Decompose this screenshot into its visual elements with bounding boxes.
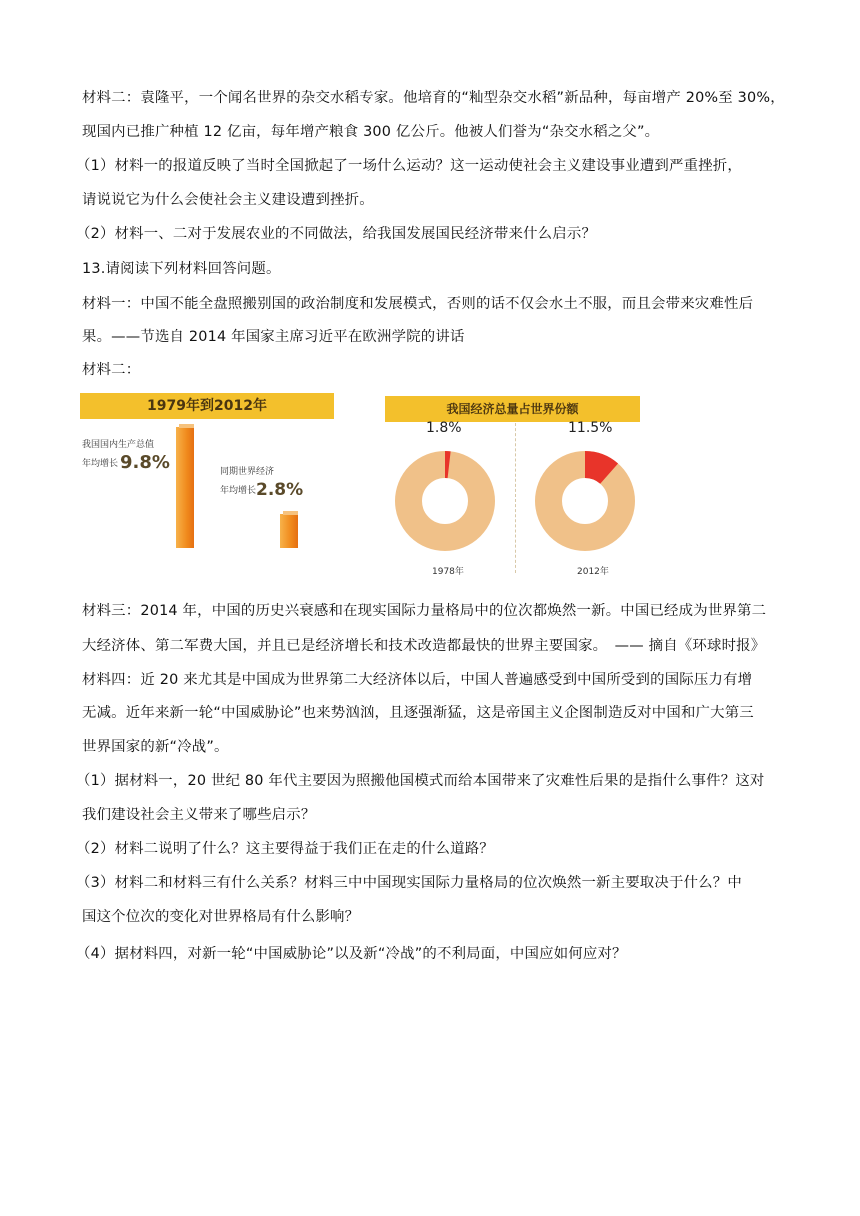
text-line: 大经济体、第二军费大国，并且已是经济增长和技术改造都最快的世界主要国家。 —— 摘自《环球时报》: [82, 638, 766, 654]
text-line: 世界国家的新“冷战”。: [82, 739, 229, 755]
bar-label-line2: 年均增长: [82, 459, 119, 469]
text-line: 材料三：2014 年，中国的历史兴衰感和在现实国际力量格局中的位次都焕然一新。中国已经成为世界第二: [82, 603, 767, 619]
bar-label-line1: 同期世界经济: [220, 467, 275, 477]
text-line: 国这个位次的变化对世界格局有什么影响？: [82, 909, 360, 925]
chart-title: 1979年到2012年: [147, 398, 267, 414]
chart-title: 我国经济总量占世界份额: [446, 402, 579, 416]
question-heading: 13.请阅读下列材料回答问题。: [82, 261, 281, 277]
text-line: 果。——节选自 2014 年国家主席习近平在欧洲学院的讲话: [82, 329, 465, 345]
text-line: 无减。近年来新一轮“中国威胁论”也来势汹汹，且逐强渐猛，这是帝国主义企图制造反对中国和广大第三: [82, 705, 754, 721]
text-line: 材料二：袁隆平，一个闻名世界的杂交水稻专家。他培育的“籼型杂交水稻”新品种，每亩增产 20%至 30%，: [82, 90, 785, 106]
question-line: （2）材料一、二对于发展农业的不同做法，给我国发展国民经济带来什么启示？: [76, 226, 597, 242]
bar-label-line2: 年均增长: [220, 486, 257, 496]
text-line: 我们建设社会主义带来了哪些启示？: [82, 807, 316, 823]
text-line: 现国内已推广种植 12 亿亩，每年增产粮食 300 亿公斤。他被人们誉为“杂交水稻之父”。: [82, 124, 660, 140]
pie-year-2012: 2012年: [577, 567, 609, 577]
bar-top-face: [283, 511, 298, 515]
bar-value-label: 9.8%: [120, 452, 170, 473]
pie-label-2012: 11.5%: [568, 420, 613, 436]
share-pie-charts: [385, 393, 640, 578]
question-line: （1）材料一的报道反映了当时全国掀起了一场什么运动？这一运动使社会主义建设事业遭到严重挫折，: [76, 158, 742, 174]
text-line: 材料四：近 20 来尤其是中国成为世界第二大经济体以后，中国人普遍感受到中国所受到的国际压力有增: [82, 672, 753, 688]
bar-label-line1: 我国国内生产总值: [82, 440, 155, 450]
bar-world-growth: [280, 514, 298, 548]
bar-china-gdp-growth: [176, 427, 194, 548]
text-line: 材料一：中国不能全盘照搬别国的政治制度和发展模式，否则的话不仅会水土不服，而且会带来灾难性后: [82, 296, 754, 312]
question-line: （4）据材料四，对新一轮“中国威胁论”以及新“冷战”的不利局面，中国应如何应对？: [76, 946, 627, 962]
pie-year-1978: 1978年: [432, 567, 464, 577]
growth-bar-chart: [80, 393, 334, 553]
pie-svg: [385, 393, 640, 578]
question-line: （3）材料二和材料三有什么关系？材料三中中国现实国际力量格局的位次焕然一新主要取决于什么？中: [76, 875, 742, 891]
text-line: 请说说它为什么会使社会主义建设遭到挫折。: [82, 192, 374, 208]
question-line: （1）据材料一，20 世纪 80 年代主要因为照搬他国模式而给本国带来了灾难性后果的是指什么事件？这对: [76, 773, 765, 789]
text-line: 材料二：: [82, 362, 141, 378]
bar-value-label: 2.8%: [256, 480, 304, 500]
question-line: （2）材料二说明了什么？这主要得益于我们正在走的什么道路？: [76, 841, 494, 857]
pie-label-1978: 1.8%: [426, 420, 462, 436]
bar-top-face: [179, 424, 194, 428]
material-two-figure: [80, 393, 640, 578]
